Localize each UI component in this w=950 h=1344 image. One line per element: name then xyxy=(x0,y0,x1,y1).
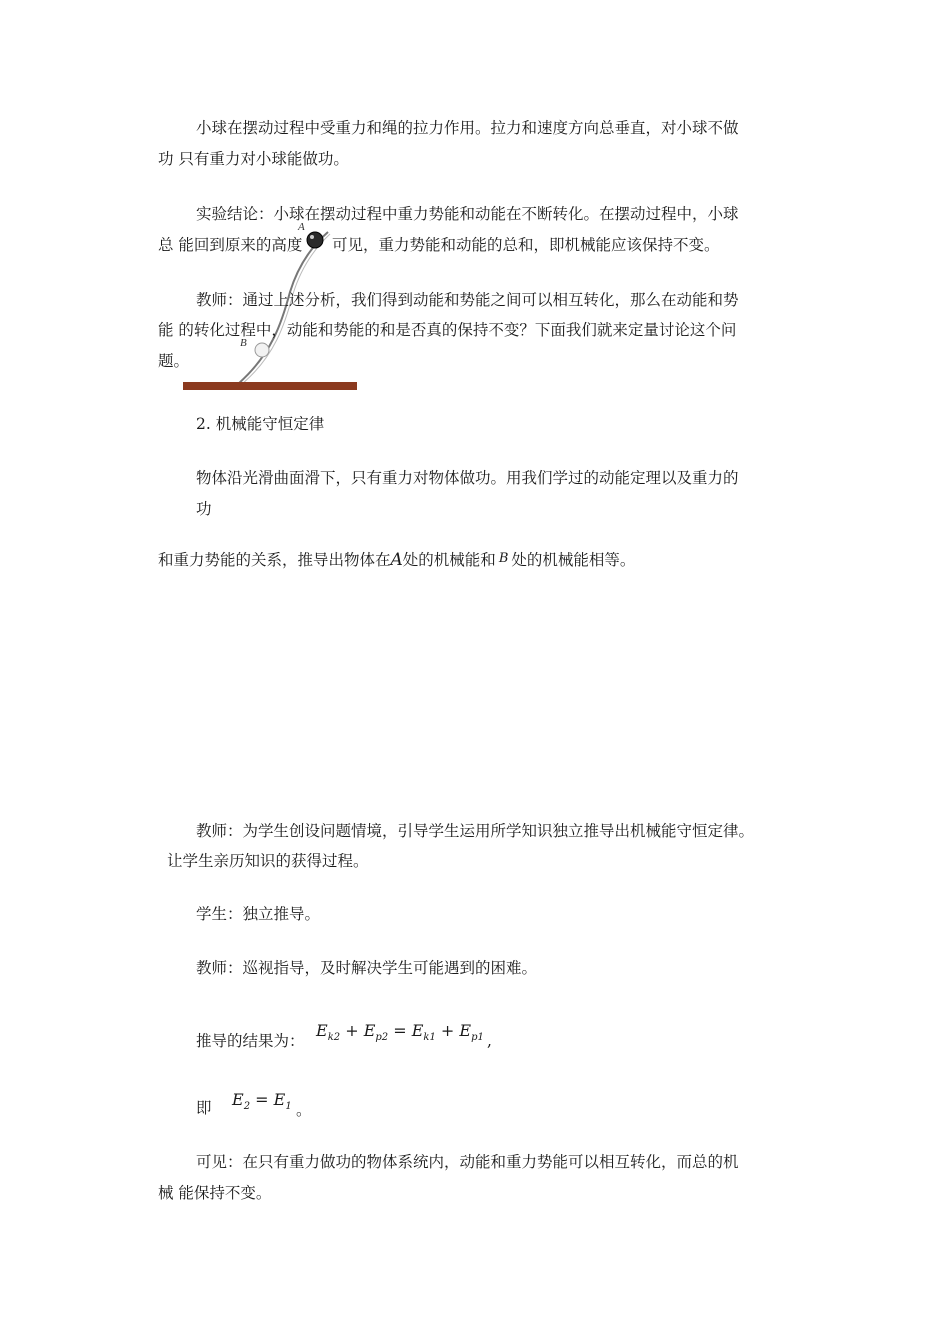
paragraph-1-line-2: 功 只有重力对小球能做功。 xyxy=(158,150,349,168)
paragraph-10-line-2: 械 能保持不变。 xyxy=(158,1184,272,1202)
paragraph-5-line-1: 教师：为学生创设问题情境，引导学生运用所学知识独立推导出机械能守恒定律。 xyxy=(196,822,755,840)
paragraph-2-line-2b: 可见，重力势能和动能的总和，即机械能应该保持不变。 xyxy=(332,236,720,254)
paragraph-4-line-1: 物体沿光滑曲面滑下，只有重力对物体做功。用我们学过的动能定理以及重力的 xyxy=(196,469,739,487)
paragraph-3-line-2: 能 的转化过程中，动能和势能的和是否真的保持不变？下面我们就来定量讨论这个问 xyxy=(158,321,737,339)
variable-b: B xyxy=(498,551,509,566)
ball-a-highlight xyxy=(310,235,314,239)
paragraph-2-line-1: 实验结论：小球在摆动过程中重力势能和动能在不断转化。在摆动过程中，小球 xyxy=(196,205,739,223)
formula-2-period: 。 xyxy=(296,1101,312,1119)
formula-1-comma: , xyxy=(487,1032,492,1050)
paragraph-3-line-1: 教师：通过上述分析，我们得到动能和势能之间可以相互转化，那么在动能和势 xyxy=(196,291,739,309)
ball-b xyxy=(255,343,269,357)
ball-a xyxy=(307,232,323,248)
ground-surface xyxy=(183,382,357,390)
paragraph-4-text-a: 和重力势能的关系，推导出物体在 xyxy=(158,551,391,569)
paragraph-4-line-3 xyxy=(158,549,635,570)
paragraph-1-line-1: 小球在摆动过程中受重力和绳的拉力作用。拉力和速度方向总垂直，对小球不做 xyxy=(196,119,739,137)
variable-a: A xyxy=(390,550,403,570)
label-b: B xyxy=(240,337,247,349)
paragraph-4-text-c: 处的机械能相等。 xyxy=(511,551,636,569)
section-title: 2. 机械能守恒定律 xyxy=(196,415,325,433)
paragraph-4-line-2: 功 xyxy=(196,500,212,518)
paragraph-5-line-2: 让学生亲历知识的获得过程。 xyxy=(167,852,369,870)
paragraph-2-line-2a: 总 能回到原来的高度 xyxy=(158,236,303,254)
paragraph-7: 教师：巡视指导，及时解决学生可能遇到的困难。 xyxy=(196,959,538,977)
paragraph-8-label: 推导的结果为： xyxy=(196,1032,305,1050)
paragraph-9-label: 即 xyxy=(196,1099,212,1117)
label-a: A xyxy=(298,221,305,233)
formula-energy-conservation: $E_{k2} + E_{p2} = E_{k1} + E_{p1}$ xyxy=(316,1021,484,1043)
paragraph-6: 学生：独立推导。 xyxy=(196,905,321,923)
paragraph-4-text-b: 处的机械能和 xyxy=(402,551,496,569)
formula-total-energy: $E_2 = E_1$ xyxy=(232,1090,292,1112)
paragraph-10-line-1: 可见：在只有重力做功的物体系统内，动能和重力势能可以相互转化，而总的机 xyxy=(196,1153,739,1171)
paragraph-3-line-3: 题。 xyxy=(158,352,190,370)
